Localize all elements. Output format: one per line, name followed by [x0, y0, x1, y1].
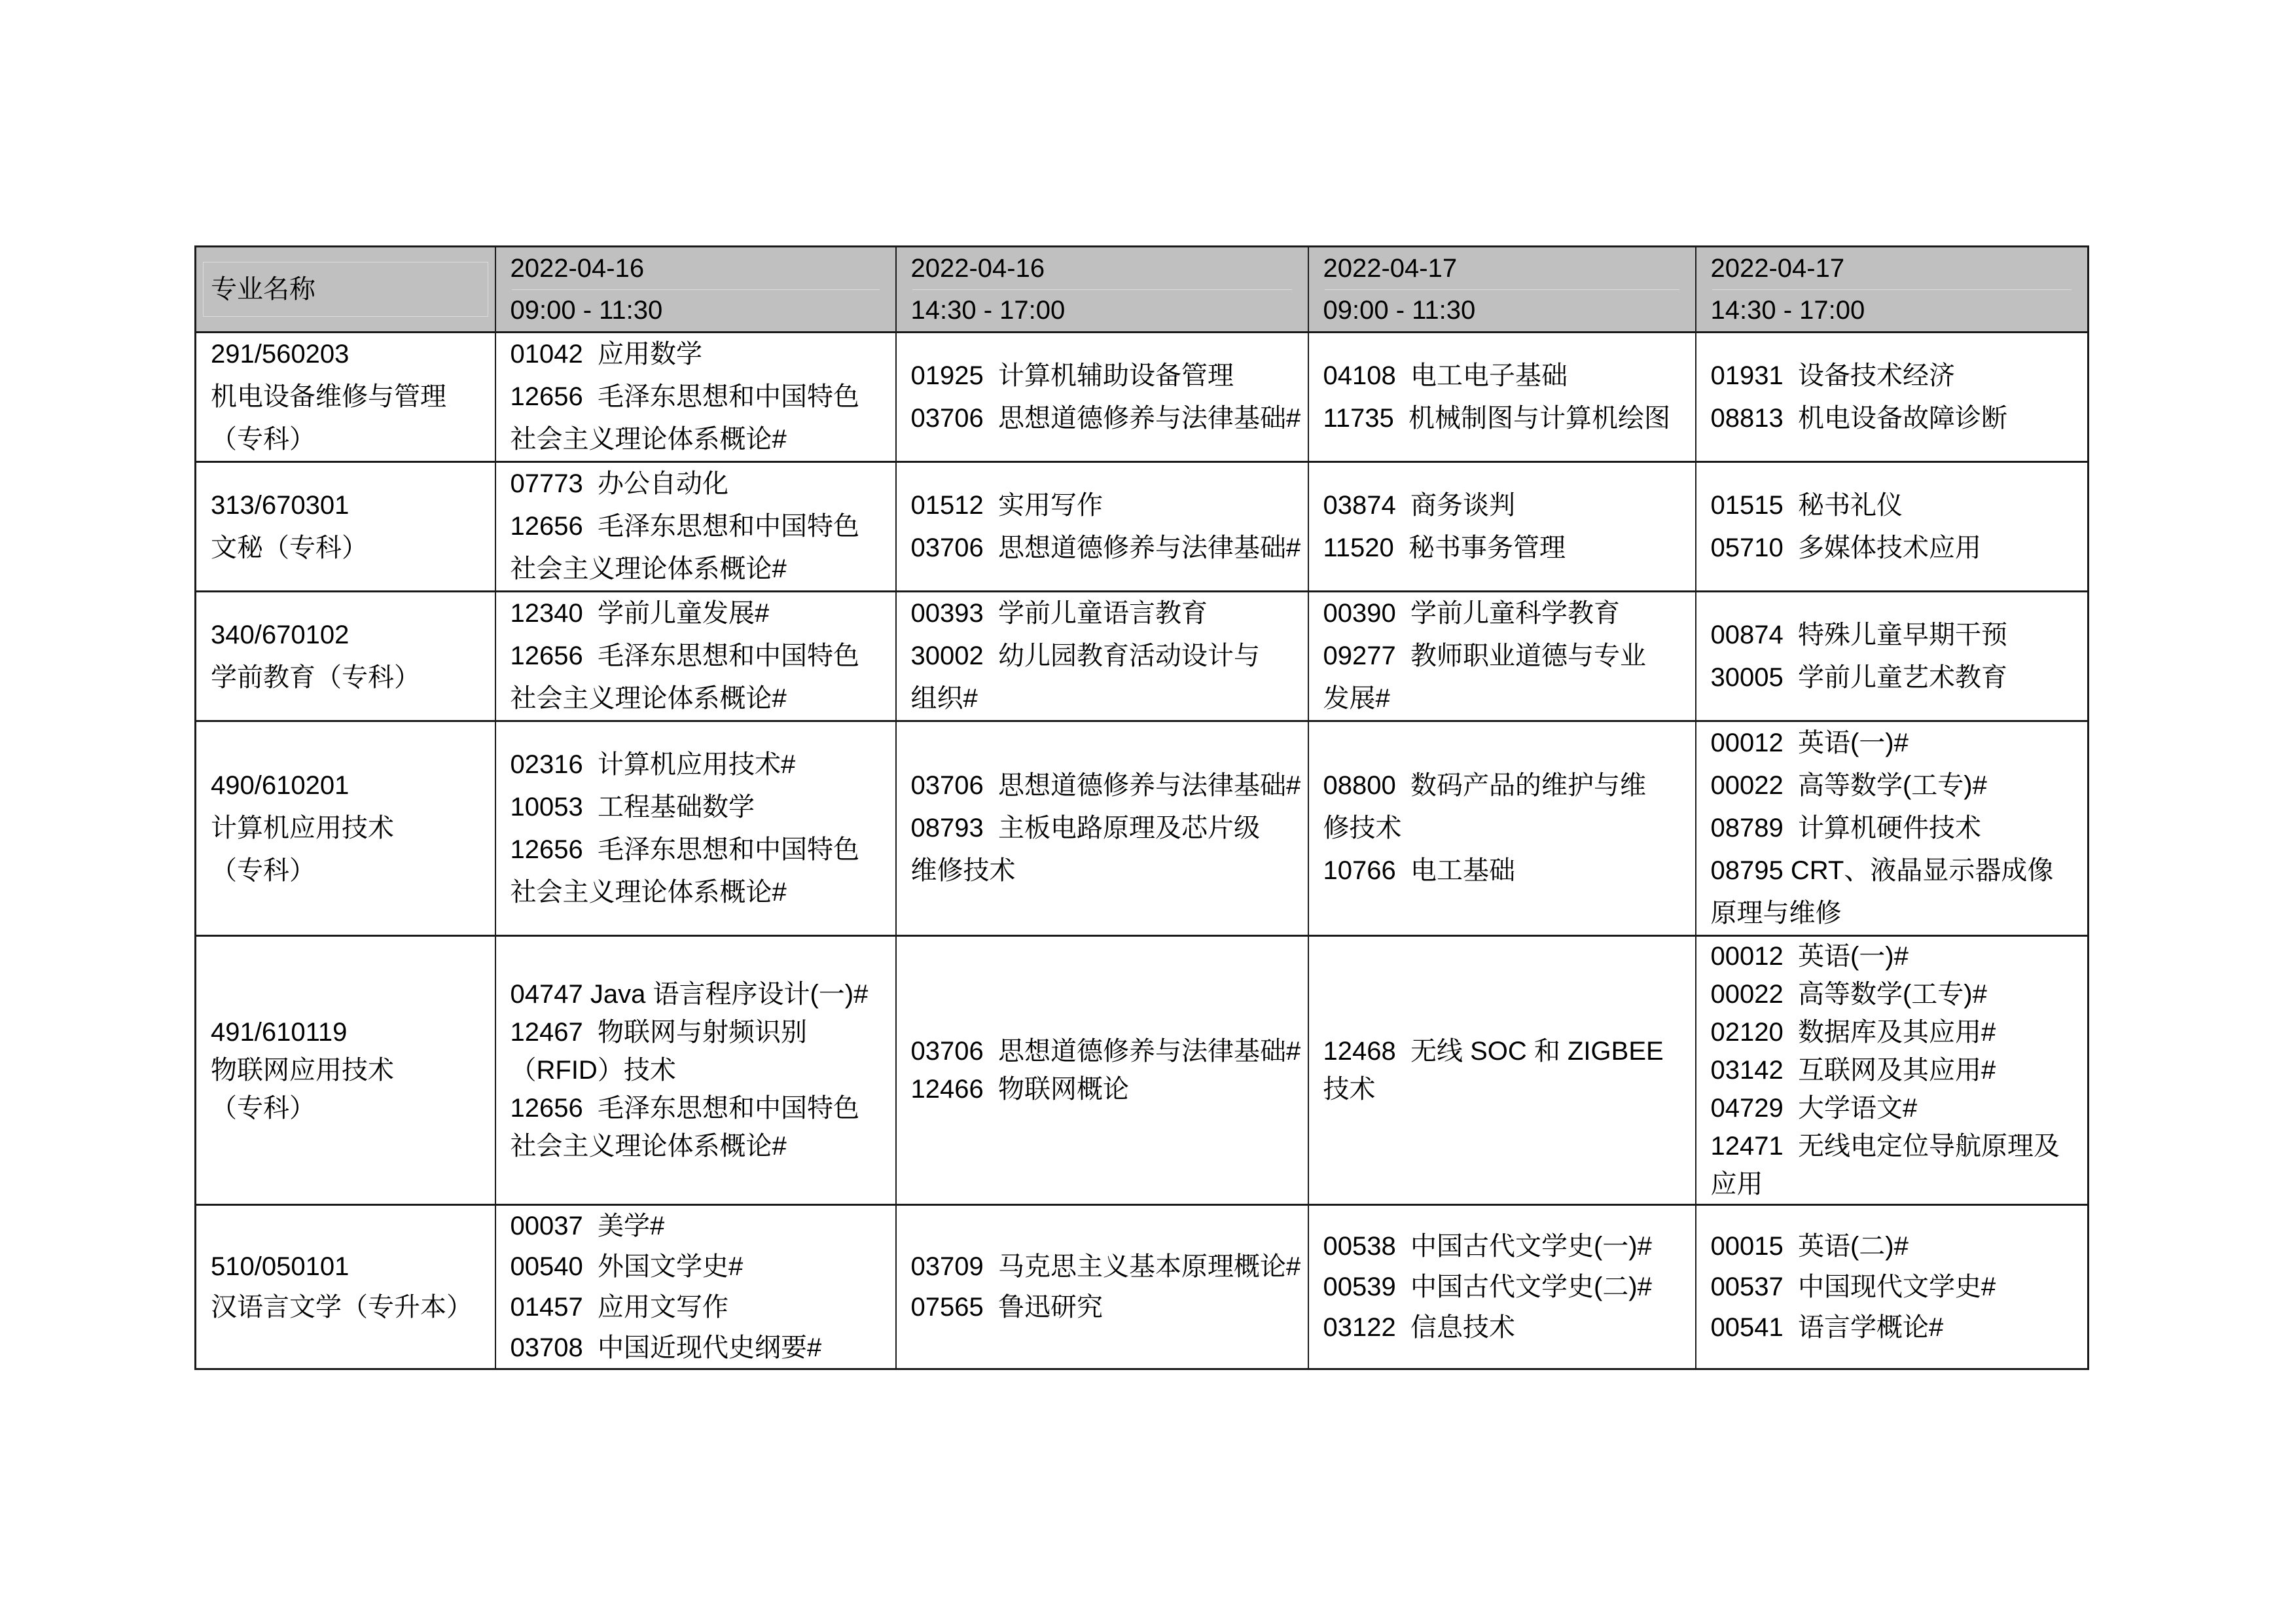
course-entry: 社会主义理论体系概论# — [510, 877, 787, 907]
course-entry: 30002 幼儿园教育活动设计与 — [910, 641, 1260, 670]
header-session-4 — [1696, 247, 2089, 333]
course-entry: 04108 电工电子基础 — [1323, 361, 1568, 390]
session-cell — [1696, 462, 2089, 592]
session-cell — [896, 462, 1308, 592]
course-entry: 发展# — [1323, 684, 1390, 713]
course-entry: 08793 主板电路原理及芯片级 — [910, 814, 1260, 842]
session-cell — [1696, 936, 2089, 1205]
course-entry: 02316 计算机应用技术# — [510, 749, 796, 779]
course-entry: 03708 中国近现代史纲要# — [510, 1333, 822, 1362]
course-entry: 12471 无线电定位导航原理及 — [1710, 1132, 2060, 1161]
course-entry: 03706 思想道德修养与法律基础# — [910, 403, 1301, 433]
session-time: 09:00 - 11:30 — [510, 296, 663, 325]
course-entry: 03122 信息技术 — [1323, 1313, 1515, 1342]
course-entry: 00541 语言学概论# — [1710, 1313, 1944, 1342]
major-cell — [196, 721, 495, 936]
course-entry: 修技术 — [1323, 814, 1402, 842]
course-entry: 12656 毛泽东思想和中国特色 — [510, 382, 859, 411]
course-entry: 07565 鲁迅研究 — [910, 1293, 1103, 1322]
course-entry: 社会主义理论体系概论# — [510, 554, 787, 583]
session-cell — [1308, 936, 1696, 1205]
session-date: 2022-04-16 — [910, 254, 1045, 283]
major-code: 313/670301 — [211, 490, 350, 520]
major-code: 340/670102 — [211, 620, 350, 649]
course-entry: 03706 思想道德修养与法律基础# — [910, 771, 1301, 800]
session-cell — [495, 1205, 896, 1369]
major-cell — [196, 936, 495, 1205]
course-entry: 12340 学前儿童发展# — [510, 599, 770, 628]
course-entry: 00393 学前儿童语言教育 — [910, 599, 1208, 628]
session-cell — [495, 936, 896, 1205]
course-entry: 09277 教师职业道德与专业 — [1323, 641, 1646, 670]
major-name: （专科） — [211, 1094, 315, 1123]
course-entry: 01042 应用数学 — [510, 340, 702, 369]
course-entry: 12656 毛泽东思想和中国特色 — [510, 512, 859, 541]
header-session-2 — [896, 247, 1308, 333]
course-entry: 10766 电工基础 — [1323, 856, 1515, 885]
course-entry: 08789 计算机硬件技术 — [1710, 814, 1981, 842]
course-entry: 05710 多媒体技术应用 — [1710, 533, 1981, 562]
major-code: 490/610201 — [211, 771, 350, 800]
session-cell — [896, 333, 1308, 462]
table-row — [196, 333, 2089, 462]
header-session-1 — [495, 247, 896, 333]
session-cell — [1696, 333, 2089, 462]
session-date: 2022-04-17 — [1710, 254, 1845, 283]
major-name: 计算机应用技术 — [211, 814, 394, 842]
course-entry: 12656 毛泽东思想和中国特色 — [510, 641, 859, 670]
major-cell — [196, 1205, 495, 1369]
session-cell — [495, 721, 896, 936]
table-row — [196, 721, 2089, 936]
course-entry: 应用 — [1710, 1170, 1763, 1199]
course-entry: 00015 英语(二)# — [1710, 1232, 1909, 1261]
course-entry: 12656 毛泽东思想和中国特色 — [510, 835, 859, 864]
course-entry: 08795 CRT、液晶显示器成像 — [1710, 856, 2054, 885]
course-entry: 12656 毛泽东思想和中国特色 — [510, 1094, 859, 1123]
major-name: 物联网应用技术 — [211, 1056, 394, 1085]
session-cell — [896, 936, 1308, 1205]
major-name: （专科） — [211, 425, 315, 454]
course-entry: （RFID）技术 — [510, 1056, 676, 1085]
course-entry: 社会主义理论体系概论# — [510, 1132, 787, 1161]
course-entry: 03706 思想道德修养与法律基础# — [910, 533, 1301, 562]
course-entry: 00022 高等数学(工专)# — [1710, 771, 1987, 800]
course-entry: 维修技术 — [910, 856, 1016, 885]
session-cell — [1308, 1205, 1696, 1369]
course-entry: 组织# — [910, 684, 978, 713]
course-entry: 03142 互联网及其应用# — [1710, 1056, 1996, 1085]
table-row — [196, 592, 2089, 721]
course-entry: 30005 学前儿童艺术教育 — [1710, 662, 2007, 692]
course-entry: 12468 无线 SOC 和 ZIGBEE — [1323, 1037, 1664, 1066]
course-entry: 01931 设备技术经济 — [1710, 361, 1955, 390]
session-time: 09:00 - 11:30 — [1323, 296, 1476, 325]
header-major-label: 专业名称 — [211, 275, 315, 304]
major-code: 510/050101 — [211, 1252, 350, 1281]
course-entry: 00012 英语(一)# — [1710, 942, 1909, 971]
major-name: 学前教育（专科） — [211, 662, 420, 692]
course-entry: 原理与维修 — [1710, 899, 1842, 928]
major-name: （专科） — [211, 856, 315, 885]
session-time: 14:30 - 17:00 — [910, 296, 1066, 325]
course-entry: 01925 计算机辅助设备管理 — [910, 361, 1234, 390]
course-entry: 01515 秘书礼仪 — [1710, 490, 1903, 520]
table-row — [196, 462, 2089, 592]
session-cell — [896, 1205, 1308, 1369]
course-entry: 00874 特殊儿童早期干预 — [1710, 620, 2007, 649]
course-entry: 12466 物联网概论 — [910, 1075, 1129, 1104]
session-cell — [1308, 721, 1696, 936]
major-cell — [196, 592, 495, 721]
major-code: 291/560203 — [211, 340, 350, 369]
course-entry: 00012 英语(一)# — [1710, 729, 1909, 757]
session-cell — [896, 592, 1308, 721]
major-cell — [196, 462, 495, 592]
major-name: 机电设备维修与管理 — [211, 382, 446, 411]
session-cell — [896, 721, 1308, 936]
session-cell — [1696, 721, 2089, 936]
course-entry: 07773 办公自动化 — [510, 469, 728, 498]
major-code: 491/610119 — [211, 1018, 348, 1047]
course-entry: 11735 机械制图与计算机绘图 — [1323, 403, 1670, 433]
course-entry: 04747 Java 语言程序设计(一)# — [510, 980, 869, 1009]
session-cell — [1308, 333, 1696, 462]
session-cell — [1696, 592, 2089, 721]
header-major-name — [196, 247, 495, 333]
course-entry: 技术 — [1323, 1075, 1376, 1104]
course-entry: 01457 应用文写作 — [510, 1293, 728, 1322]
session-cell — [1308, 462, 1696, 592]
session-time: 14:30 - 17:00 — [1710, 296, 1865, 325]
course-entry: 03874 商务谈判 — [1323, 490, 1515, 520]
course-entry: 03706 思想道德修养与法律基础# — [910, 1037, 1301, 1066]
table-row — [196, 1205, 2089, 1369]
session-cell — [495, 462, 896, 592]
header-session-3 — [1308, 247, 1696, 333]
course-entry: 12467 物联网与射频识别 — [510, 1018, 807, 1047]
course-entry: 社会主义理论体系概论# — [510, 684, 787, 713]
course-entry: 08813 机电设备故障诊断 — [1710, 403, 2007, 433]
session-cell — [495, 592, 896, 721]
course-entry: 00537 中国现代文学史# — [1710, 1272, 1996, 1301]
course-entry: 00022 高等数学(工专)# — [1710, 980, 1987, 1009]
course-entry: 00538 中国古代文学史(一)# — [1323, 1232, 1652, 1261]
course-entry: 00390 学前儿童科学教育 — [1323, 599, 1620, 628]
major-cell — [196, 333, 495, 462]
course-entry: 01512 实用写作 — [910, 490, 1103, 520]
course-entry: 00037 美学# — [510, 1212, 665, 1240]
course-entry: 11520 秘书事务管理 — [1323, 533, 1566, 562]
course-entry: 10053 工程基础数学 — [510, 792, 755, 821]
major-name: 汉语言文学（专升本） — [211, 1293, 473, 1322]
course-entry: 03709 马克思主义基本原理概论# — [910, 1252, 1301, 1281]
course-entry: 04729 大学语文# — [1710, 1094, 1918, 1123]
major-name: 文秘（专科） — [211, 533, 368, 562]
session-cell — [1696, 1205, 2089, 1369]
session-date: 2022-04-16 — [510, 254, 645, 283]
session-date: 2022-04-17 — [1323, 254, 1458, 283]
session-cell — [1308, 592, 1696, 721]
course-entry: 00539 中国古代文学史(二)# — [1323, 1272, 1652, 1301]
course-entry: 社会主义理论体系概论# — [510, 425, 787, 454]
exam-schedule-table — [194, 245, 2089, 1370]
course-entry: 02120 数据库及其应用# — [1710, 1018, 1996, 1047]
table-row — [196, 936, 2089, 1205]
course-entry: 08800 数码产品的维护与维 — [1323, 771, 1646, 800]
course-entry: 00540 外国文学史# — [510, 1252, 744, 1281]
session-cell — [495, 333, 896, 462]
header-row — [196, 247, 2089, 333]
